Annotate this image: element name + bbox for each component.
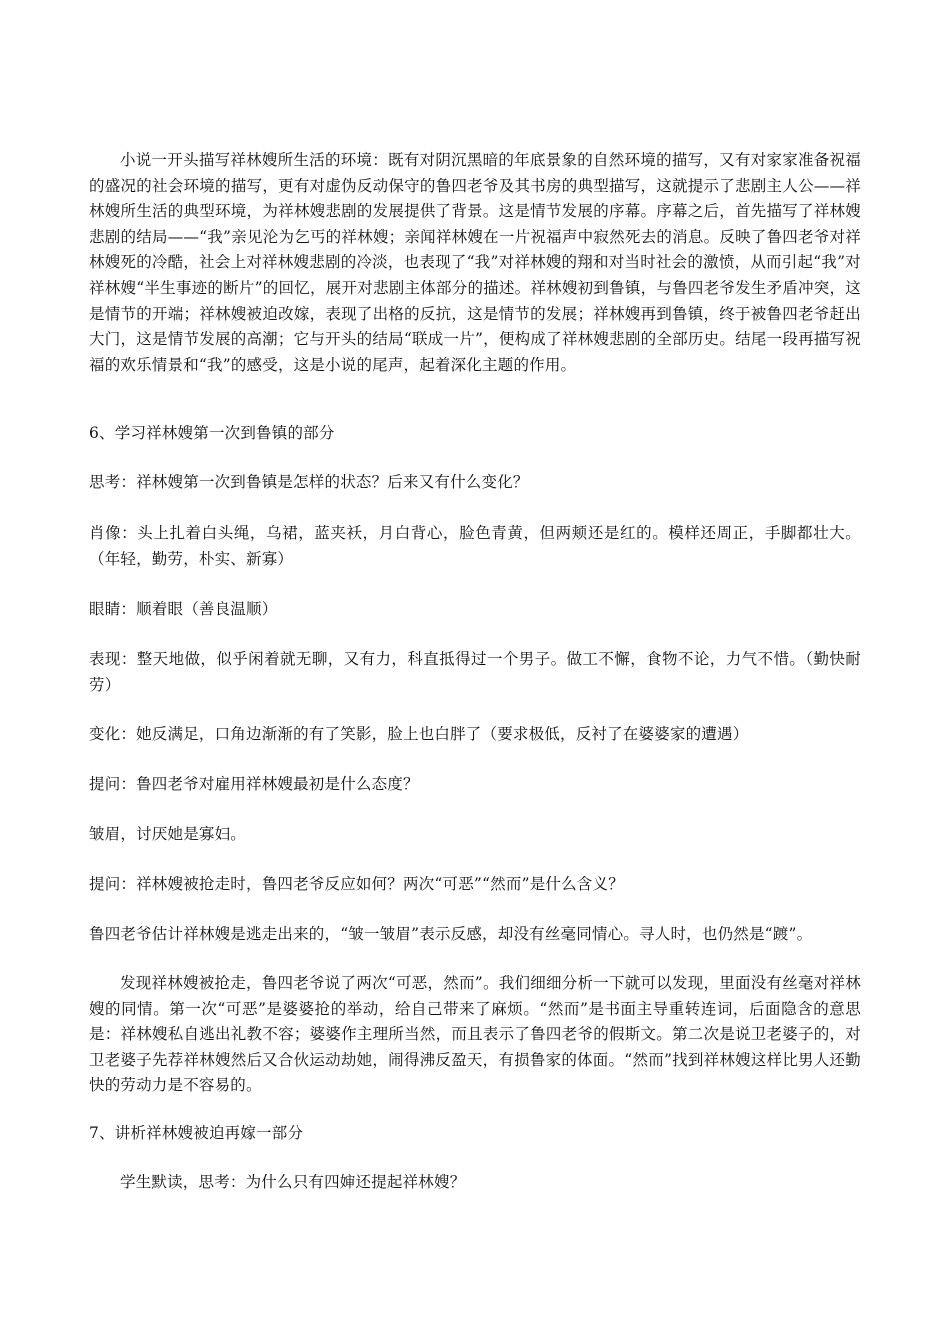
paragraph-change: 变化：她反满足，口角边渐渐的有了笑影，脸上也白胖了（要求极低，反衬了在婆婆家的遭遇） (89, 725, 749, 743)
section-heading-7: 7、讲析祥林嫂被迫再嫁一部分 (89, 1124, 304, 1142)
paragraph-question-attitude: 提问：鲁四老爷对雇用祥林嫂最初是什么态度？ (89, 775, 419, 793)
paragraph-portrait: 肖像：头上扎着白头绳，乌裙，蓝夹袄，月白背心，脸色青黄，但两颊还是红的。模样还周正，手脚都壮大。（年轻，勤劳，朴实、新寡） (89, 524, 861, 568)
paragraph-behavior: 表现：整天地做，似乎闲着就无聊，又有力，科直抵得过一个男子。做工不懈，食物不论，力气不惜。（勤快耐劳） (89, 650, 861, 694)
paragraph-analysis: 发现祥林嫂被抢走，鲁四老爷说了两次“可恶，然而”。我们细细分析一下就可以发现，里面没有丝毫对祥林嫂的同情。第一次“可恶”是婆婆抢的举动，给自己带来了麻烦。“然而”是书面主导重转连词，后面隐含的意思是：祥林嫂私自逃出礼教不容；婆婆作主理所当然，而且表示了鲁四老爷的假斯文。第二次是说卫老婆子的，对卫老婆子先荐祥林嫂然后又合伙运动劫她，闹得沸反盈天，有损鲁家的体面。“然而”找到祥林嫂这样比男人还勤快的劳动力是不容易的。 (89, 974, 861, 1095)
paragraph-question-state: 思考：祥林嫂第一次到鲁镇是怎样的状态？后来又有什么变化？ (89, 473, 529, 491)
paragraph-student-reading: 学生默读，思考：为什么只有四婶还提起祥林嫂？ (120, 1173, 466, 1191)
paragraph-answer-reaction: 鲁四老爷估计祥林嫂是逃走出来的，“皱一皱眉”表示反感，却没有丝毫同情心。寻人时，也仍然是“踱”。 (89, 925, 813, 943)
paragraph-answer-frown: 皱眉，讨厌她是寡妇。 (89, 825, 247, 843)
paragraph-plot-structure: 小说一开头描写祥林嫂所生活的环境：既有对阴沉黑暗的年底景象的自然环境的描写，又有对家家准备祝福的盛况的社会环境的描写，更有对虚伪反动保守的鲁四老爷及其书房的典型描写，这就提示了悲剧主人公——祥林嫂所生活的典型环境，为祥林嫂悲剧的发展提供了背景。这是情节发展的序幕。序幕之后，首先描写了祥林嫂悲剧的结局——“我”亲见沦为乞丐的祥林嫂；亲闻祥林嫂在一片祝福声中寂然死去的消息。反映了鲁四老爷对祥林嫂死的冷酷，社会上对祥林嫂悲剧的冷淡，也表现了“我”对祥林嫂的翔和对当时社会的激愤，从而引起“我”对祥林嫂“半生事迹的断片”的回忆，展开对悲剧主体部分的描述。祥林嫂初到鲁镇，与鲁四老爷发生矛盾冲突，这是情节的开端；祥林嫂被迫改嫁，表现了出格的反抗，这是情节的发展；祥林嫂再到鲁镇，终于被鲁四老爷赶出大门，这是情节发展的高潮；它与开头的结局“联成一片”，便构成了祥林嫂悲剧的全部历史。结尾一段再描写祝福的欢乐情景和“我”的感受，这是小说的尾声，起着深化主题的作用。 (89, 151, 861, 374)
paragraph-eyes: 眼睛：顺着眼（善良温顺） (89, 600, 278, 618)
paragraph-question-reaction: 提问：祥林嫂被抢走时，鲁四老爷反应如何？两次“可恶”“然而”是什么含义？ (89, 875, 624, 893)
section-heading-6: 6、学习祥林嫂第一次到鲁镇的部分 (89, 424, 335, 442)
